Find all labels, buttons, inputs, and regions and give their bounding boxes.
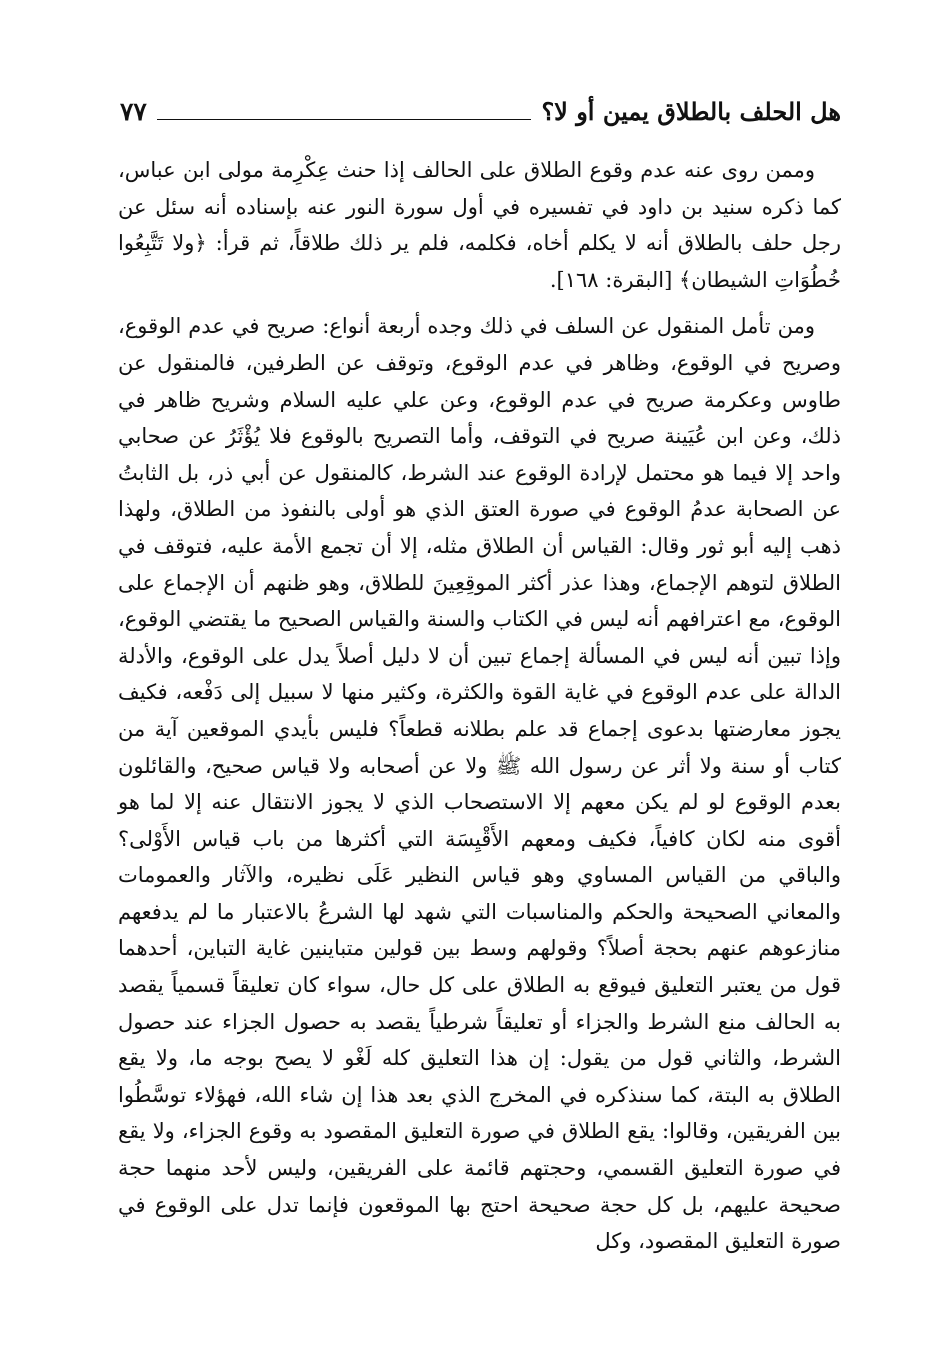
running-title: هل الحلف بالطلاق يمين أو لا؟ bbox=[541, 97, 841, 126]
page-number: ٧٧ bbox=[120, 97, 147, 126]
body-text bbox=[118, 152, 841, 1260]
header-rule bbox=[157, 119, 532, 120]
paragraph: ومن تأمل المنقول عن السلف في ذلك وجده أربعة أنواع: صريح في عدم الوقوع، وصريح في الوقوع، وظاهر في عدم الوقوع، وتوقف عن الطرفين، فالمنقول عن طاوس وعكرمة صريح في عدم الوقوع، وعن علي عليه السلام وشريح ظاهر في ذلك، وعن ابن عُيَينة صريح في التوقف، وأما التصريح بالوقوع فلا يُؤْثَرُ عن صحابي واحد إلا فيما هو محتمل لإرادة الوقوع عند الشرط، كالمنقول عن أبي ذر، بل الثابتُ عن الصحابة عدمُ الوقوع في صورة العتق الذي هو أولى بالنفوذ من الطلاق، ولهذا ذهب إليه أبو ثور وقال: القياس أن الطلاق مثله، إلا أن تجمع الأمة عليه، فتوقف في الطلاق لتوهم الإجماع، وهذا عذر أكثر الموقِعِينَ للطلاق، وهو ظنهم أن الإجماع على الوقوع، مع اعترافهم أنه ليس في الكتاب والسنة والقياس الصحيح ما يقتضي الوقوع، وإذا تبين أنه ليس في المسألة إجماع تبين أن لا دليل أصلاً يدل على الوقوع، والأدلة الدالة على عدم الوقوع في غاية القوة والكثرة، وكثير منها لا سبيل إلى دَفْعه، فكيف يجوز معارضتها بدعوى إجماع قد علم بطلانه قطعاً؟ فليس بأيدي الموقعين آية من كتاب أو سنة ولا أثر عن رسول الله ﷺ ولا عن أصحابه ولا قياس صحيح، والقائلون بعدم الوقوع لو لم يكن معهم إلا الاستصحاب الذي لا يجوز الانتقال عنه إلا لما هو أقوى منه لكان كافياً، فكيف ومعهم الأَقْيِسَة التي أكثرها من باب قياس الأَوْلى؟ والباقي من القياس المساوي وهو قياس النظير عَلَى نظيره، والآثار والعمومات والمعاني الصحيحة والحكم والمناسبات التي شهد لها الشرعُ بالاعتبار ما لم يدفعهم منازعوهم عنهم بحجة أصلاً؟ وقولهم وسط بين قولين متباينين غاية التباين، أحدهما قول من يعتبر التعليق فيوقع به الطلاق على كل حال، سواء كان تعليقاً قسمياً يقصد به الحالف منع الشرط والجزاء أو تعليقاً شرطياً يقصد به حصول الجزاء عند حصول الشرط، والثاني قول من يقول: إن هذا التعليق كله لَغْو لا يصح بوجه ما، ولا يقع الطلاق به البتة، كما سنذكره في المخرج الذي بعد هذا إن شاء الله، فهؤلاء توسَّطُوا بين الفريقين، وقالوا: يقع الطلاق في صورة التعليق المقصود به وقوع الجزاء، ولا يقع في صورة التعليق القسمي، وحجتهم قائمة على الفريقين، وليس لأحد منهما حجة صحيحة عليهم، بل كل حجة صحيحة احتج بها الموقعون فإنما تدل على الوقوع في صورة التعليق المقصود، وكل bbox=[118, 314, 841, 1254]
running-header bbox=[120, 88, 841, 128]
paragraph: وممن روى عنه عدم وقوع الطلاق على الحالف إذا حنث عِكْرِمة مولى ابن عباس، كما ذكره سنيد بن داود في تفسيره في أول سورة النور عنه بإسناده أنه سئل عن رجل حلف بالطلاق أنه لا يكلم أخاه، فكلمه، فلم ير ذلك طلاقاً، ثم قرأ: ﴿ولا تَتَّبِعُوا خُطُوَاتِ الشيطان﴾ [البقرة: ١٦٨]. bbox=[118, 158, 842, 292]
